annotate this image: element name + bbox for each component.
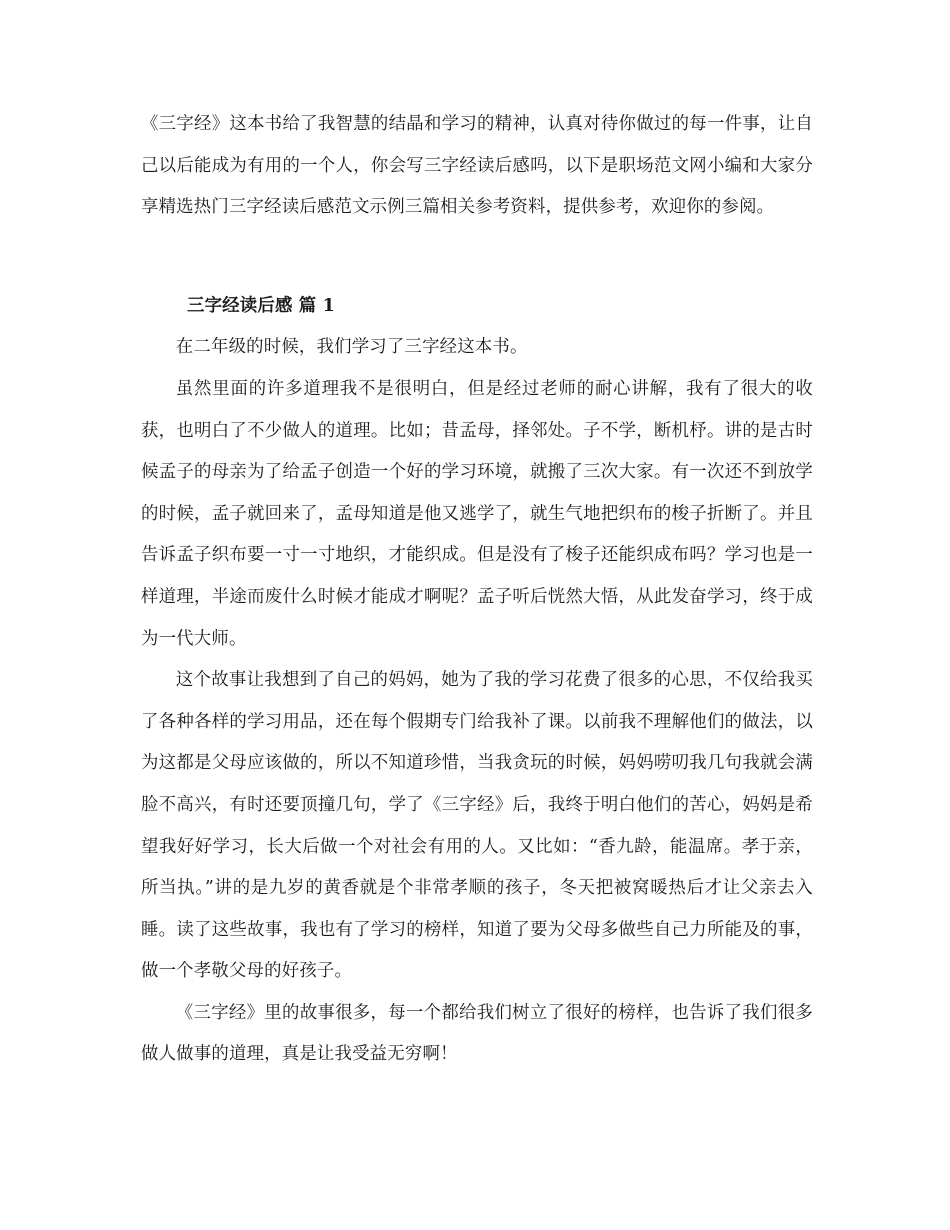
body-paragraph-3: 这个故事让我想到了自己的妈妈，她为了我的学习花费了很多的心思，不仅给我买了各种各样的学习用品，还在每个假期专门给我补了课。以前我不理解他们的做法，以为这都是父母应该做的，所以不知道珍惜，当我贪玩的时候，妈妈唠叨我几句我就会满脸不高兴，有时还要顶撞几句，学了《三字经》后，我终于明白他们的苦心，妈妈是希望我好好学习，长大后做一个对社会有用的人。又比如：“香九龄，能温席。孝于亲，所当执。”讲的是九岁的黄香就是个非常孝顺的孩子，冬天把被窝暖热后才让父亲去入睡。读了这些故事，我也有了学习的榜样，知道了要为父母多做些自己力所能及的事，做一个孝敬父母的好孩子。	[141, 670, 813, 982]
document-body	[141, 104, 813, 1076]
body-paragraph-1: 在二年级的时候，我们学习了三字经这本书。	[175, 337, 528, 358]
article-heading: 三字经读后感 篇 1	[187, 295, 335, 316]
intro-paragraph: 《三字经》这本书给了我智慧的结晶和学习的精神，认真对待你做过的每一件事，让自己以后能成为有用的一个人，你会写三字经读后感吗，以下是职场范文网小编和大家分享精选热门三字经读后感范文示例三篇相关参考资料，提供参考，欢迎你的参阅。	[141, 114, 813, 218]
body-paragraph-2: 虽然里面的许多道理我不是很明白，但是经过老师的耐心讲解，我有了很大的收获，也明白了不少做人的道理。比如；昔孟母，择邻处。子不学，断机杼。讲的是古时候孟子的母亲为了给孟子创造一个好的学习环境，就搬了三次大家。有一次还不到放学的时候，孟子就回来了，孟母知道是他又逃学了，就生气地把织布的梭子折断了。并且告诉孟子织布要一寸一寸地织，才能织成。但是没有了梭子还能织成布吗？学习也是一样道理，半途而废什么时候才能成才啊呢？孟子听后恍然大悟，从此发奋学习，终于成为一代大师。	[141, 378, 813, 649]
body-paragraph-4: 《三字经》里的故事很多，每一个都给我们树立了很好的榜样，也告诉了我们很多做人做事的道理，真是让我受益无穷啊！	[141, 1002, 813, 1065]
